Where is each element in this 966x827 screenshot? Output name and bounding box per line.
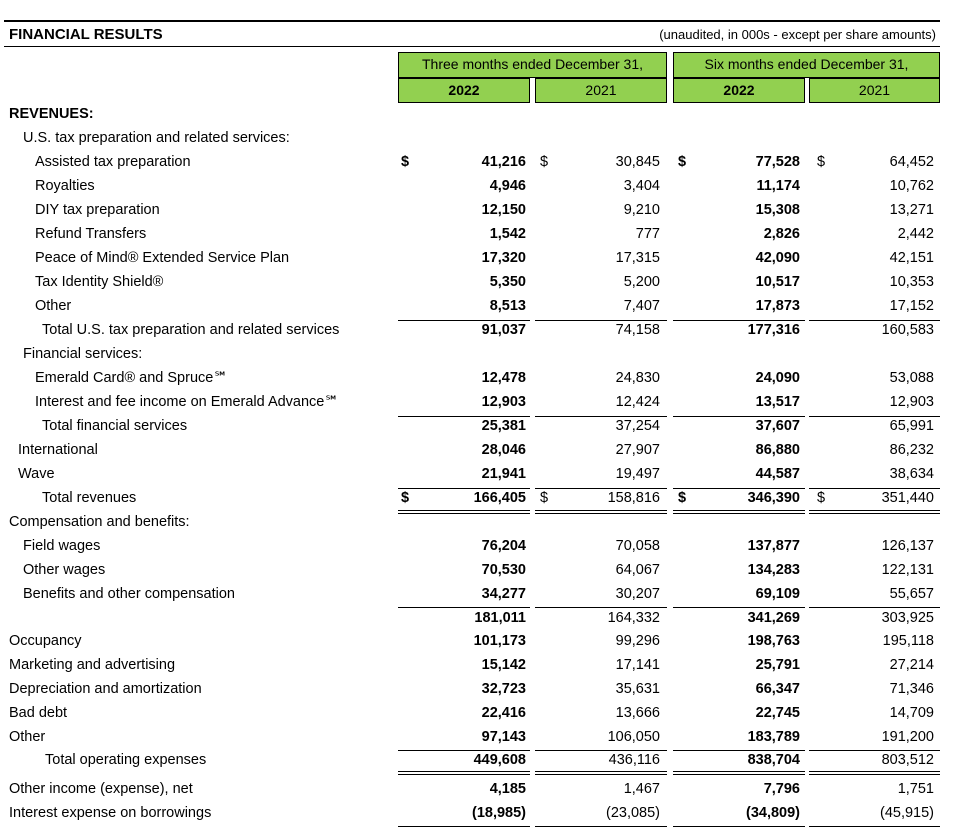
- total-double-rule: [398, 510, 530, 514]
- value-cell: 436,116: [608, 752, 660, 768]
- value-cell: 44,587: [755, 466, 800, 482]
- subtotal-rule: [673, 750, 805, 751]
- value-cell: 24,090: [755, 370, 800, 386]
- value-cell: 38,634: [889, 466, 934, 482]
- total-double-rule: [809, 510, 940, 514]
- dollar-sign: $: [401, 154, 410, 170]
- row-label: Interest and fee income on Emerald Advance℠: [35, 394, 340, 410]
- subtotal-rule: [535, 416, 667, 417]
- row-label: Tax Identity Shield®: [35, 274, 164, 290]
- dollar-sign: $: [817, 154, 826, 170]
- dollar-sign: $: [540, 154, 549, 170]
- row-label: Other income (expense), net: [9, 781, 193, 797]
- total-double-rule: [535, 771, 667, 775]
- row-label: Assisted tax preparation: [35, 154, 191, 170]
- row-label: Interest expense on borrowings: [9, 805, 212, 821]
- row-label: Peace of Mind® Extended Service Plan: [35, 250, 290, 266]
- row-label: Total revenues: [42, 490, 137, 506]
- value-cell: 70,530: [481, 562, 526, 578]
- value-cell: (34,809): [745, 805, 800, 821]
- value-cell: 181,011: [474, 610, 526, 626]
- value-cell: 77,528: [755, 154, 800, 170]
- value-cell: 76,204: [481, 538, 526, 554]
- value-cell: 351,440: [881, 490, 934, 506]
- value-cell: 15,142: [481, 657, 526, 673]
- subtotal-rule: [398, 750, 530, 751]
- value-cell: 777: [635, 226, 660, 242]
- subtotal-rule: [809, 416, 940, 417]
- row-label: Compensation and benefits:: [9, 514, 190, 530]
- value-cell: 53,088: [889, 370, 934, 386]
- value-cell: 42,151: [889, 250, 934, 266]
- row-label: Financial services:: [23, 346, 143, 362]
- value-cell: 13,517: [755, 394, 800, 410]
- row-label: Bad debt: [9, 705, 68, 721]
- value-cell: 13,666: [615, 705, 660, 721]
- value-cell: 12,478: [481, 370, 526, 386]
- row-label: Total U.S. tax preparation and related services: [42, 322, 340, 338]
- value-cell: 2,826: [763, 226, 800, 242]
- value-cell: 1,467: [623, 781, 660, 797]
- value-cell: 12,424: [615, 394, 660, 410]
- value-cell: 30,207: [615, 586, 660, 602]
- value-cell: 346,390: [747, 490, 800, 506]
- year-header-3m-2022: 2022: [398, 78, 530, 103]
- value-cell: 5,200: [623, 274, 660, 290]
- value-cell: 17,320: [481, 250, 526, 266]
- value-cell: 14,709: [889, 705, 934, 721]
- row-label: DIY tax preparation: [35, 202, 160, 218]
- dollar-sign: $: [678, 490, 687, 506]
- subtotal-rule: [535, 607, 667, 608]
- row-label: Occupancy: [9, 633, 82, 649]
- dollar-sign: $: [678, 154, 687, 170]
- value-cell: 55,657: [889, 586, 934, 602]
- value-cell: 65,991: [889, 418, 934, 434]
- value-cell: 137,877: [747, 538, 800, 554]
- subtotal-rule: [809, 750, 940, 751]
- value-cell: 12,903: [481, 394, 526, 410]
- value-cell: 71,346: [889, 681, 934, 697]
- value-cell: 30,845: [615, 154, 660, 170]
- year-header-6m-2022: 2022: [673, 78, 805, 103]
- dollar-sign: $: [817, 490, 826, 506]
- value-cell: 99,296: [615, 633, 660, 649]
- value-cell: 8,513: [489, 298, 526, 314]
- value-cell: 17,141: [615, 657, 660, 673]
- value-cell: 27,214: [889, 657, 934, 673]
- period-header-three-months: Three months ended December 31,: [398, 52, 667, 78]
- value-cell: 86,880: [755, 442, 800, 458]
- value-cell: 134,283: [747, 562, 800, 578]
- subtotal-rule: [673, 320, 805, 321]
- subtotal-rule: [535, 320, 667, 321]
- subtotal-rule: [398, 320, 530, 321]
- subtotal-rule: [673, 607, 805, 608]
- total-double-rule: [673, 510, 805, 514]
- row-label: Other wages: [23, 562, 106, 578]
- value-cell: 164,332: [607, 610, 660, 626]
- subtotal-rule: [535, 488, 667, 489]
- value-cell: 303,925: [881, 610, 934, 626]
- row-label: Depreciation and amortization: [9, 681, 202, 697]
- value-cell: 70,058: [615, 538, 660, 554]
- value-cell: 12,150: [481, 202, 526, 218]
- subtotal-rule: [809, 607, 940, 608]
- subtotal-rule: [398, 488, 530, 489]
- value-cell: 1,751: [897, 781, 934, 797]
- value-cell: (18,985): [471, 805, 526, 821]
- value-cell: 158,816: [607, 490, 660, 506]
- value-cell: 177,316: [747, 322, 800, 338]
- dollar-sign: $: [401, 490, 410, 506]
- row-label: Total operating expenses: [45, 752, 207, 768]
- value-cell: 803,512: [881, 752, 934, 768]
- value-cell: 160,583: [881, 322, 934, 338]
- value-cell: 449,608: [473, 752, 526, 768]
- report-title: FINANCIAL RESULTS: [9, 26, 163, 43]
- value-cell: 21,941: [481, 466, 526, 482]
- value-cell: 7,796: [763, 781, 800, 797]
- value-cell: 17,873: [755, 298, 800, 314]
- row-label: Benefits and other compensation: [23, 586, 235, 602]
- value-cell: 17,315: [615, 250, 660, 266]
- value-cell: 191,200: [881, 729, 934, 745]
- value-cell: 91,037: [481, 322, 526, 338]
- value-cell: 126,137: [881, 538, 934, 554]
- value-cell: 25,381: [481, 418, 526, 434]
- subtotal-rule: [398, 416, 530, 417]
- top-rule: [4, 20, 940, 22]
- value-cell: 64,067: [615, 562, 660, 578]
- value-cell: 25,791: [755, 657, 800, 673]
- value-cell: 15,308: [755, 202, 800, 218]
- row-label: Wave: [18, 466, 55, 482]
- row-label: Total financial services: [42, 418, 188, 434]
- value-cell: 195,118: [882, 633, 934, 649]
- value-cell: 37,254: [615, 418, 660, 434]
- value-cell: 11,174: [756, 178, 800, 194]
- value-cell: 37,607: [755, 418, 800, 434]
- row-label: Field wages: [23, 538, 101, 554]
- subtotal-rule: [535, 750, 667, 751]
- subtotal-rule: [673, 488, 805, 489]
- row-label: Emerald Card® and Spruce℠: [35, 370, 229, 386]
- value-cell: (45,915): [879, 805, 934, 821]
- report-subtitle: (unaudited, in 000s - except per share amounts): [659, 27, 936, 42]
- row-label: Royalties: [35, 178, 95, 194]
- value-cell: 64,452: [889, 154, 934, 170]
- value-cell: (23,085): [605, 805, 660, 821]
- year-header-3m-2021: 2021: [535, 78, 667, 103]
- value-cell: 22,745: [755, 705, 800, 721]
- value-cell: 10,762: [889, 178, 934, 194]
- value-cell: 9,210: [623, 202, 660, 218]
- value-cell: 198,763: [747, 633, 800, 649]
- total-double-rule: [398, 771, 530, 775]
- value-cell: 13,271: [889, 202, 934, 218]
- year-header-6m-2021: 2021: [809, 78, 940, 103]
- value-cell: 19,497: [615, 466, 660, 482]
- value-cell: 4,185: [489, 781, 526, 797]
- value-cell: 341,269: [747, 610, 800, 626]
- title-rule: [4, 46, 940, 47]
- subtotal-rule: [398, 607, 530, 608]
- row-label: Other: [9, 729, 46, 745]
- total-double-rule: [809, 771, 940, 775]
- value-cell: 74,158: [615, 322, 660, 338]
- value-cell: 41,216: [481, 154, 526, 170]
- value-cell: 24,830: [615, 370, 660, 386]
- row-label: REVENUES:: [9, 106, 94, 122]
- subtotal-rule: [673, 416, 805, 417]
- value-cell: 28,046: [481, 442, 526, 458]
- value-cell: 66,347: [755, 681, 800, 697]
- value-cell: 10,517: [755, 274, 800, 290]
- row-label: International: [18, 442, 98, 458]
- value-cell: 10,353: [889, 274, 934, 290]
- total-double-rule: [535, 510, 667, 514]
- subtotal-rule: [809, 320, 940, 321]
- value-cell: 86,232: [889, 442, 934, 458]
- value-cell: 69,109: [755, 586, 800, 602]
- value-cell: 5,350: [489, 274, 526, 290]
- total-double-rule: [673, 771, 805, 775]
- value-cell: 183,789: [747, 729, 800, 745]
- value-cell: 101,173: [473, 633, 526, 649]
- value-cell: 12,903: [889, 394, 934, 410]
- value-cell: 1,542: [489, 226, 526, 242]
- row-label: Marketing and advertising: [9, 657, 176, 673]
- value-cell: 3,404: [623, 178, 660, 194]
- value-cell: 2,442: [897, 226, 934, 242]
- period-header-six-months: Six months ended December 31,: [673, 52, 940, 78]
- value-cell: 106,050: [607, 729, 660, 745]
- value-cell: 838,704: [747, 752, 800, 768]
- value-cell: 4,946: [489, 178, 526, 194]
- value-cell: 97,143: [481, 729, 526, 745]
- value-cell: 122,131: [881, 562, 934, 578]
- value-cell: 166,405: [473, 490, 526, 506]
- value-cell: 35,631: [615, 681, 660, 697]
- value-cell: 27,907: [615, 442, 660, 458]
- dollar-sign: $: [540, 490, 549, 506]
- row-label: U.S. tax preparation and related services:: [23, 130, 290, 146]
- subtotal-rule: [809, 488, 940, 489]
- value-cell: 32,723: [481, 681, 526, 697]
- value-cell: 7,407: [623, 298, 660, 314]
- value-cell: 42,090: [755, 250, 800, 266]
- row-label: Refund Transfers: [35, 226, 147, 242]
- value-cell: 22,416: [481, 705, 526, 721]
- row-label: Other: [35, 298, 72, 314]
- value-cell: 34,277: [481, 586, 526, 602]
- value-cell: 17,152: [889, 298, 934, 314]
